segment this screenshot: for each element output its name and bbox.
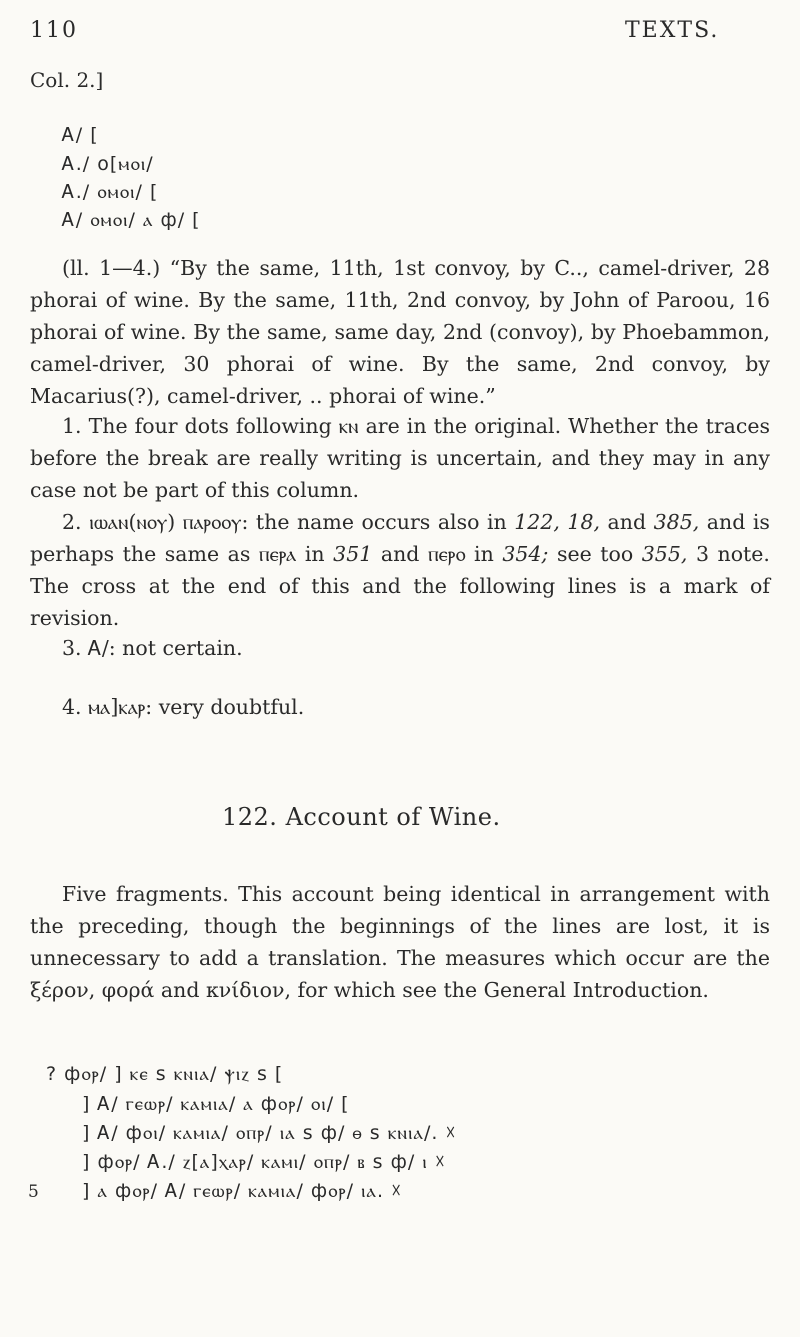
note-2-text: see too bbox=[556, 542, 634, 566]
note-2-text: and bbox=[607, 510, 647, 534]
column-label: Col. 2.] bbox=[30, 68, 104, 92]
section-title: 122. Account of Wine. bbox=[222, 803, 501, 831]
note-2-text: and ⲡⲉⲣⲟ in bbox=[380, 542, 494, 566]
note-4: 4. ⲙⲁ]ⲕⲁⲣ: very doubtful. bbox=[62, 695, 305, 719]
note-2-text: 3 note. The cross at the end of this and the following lines is a mark of revision. bbox=[30, 542, 770, 630]
note-2-ref: 354; bbox=[502, 542, 549, 566]
coptic-line: Ꭺ/ ⲟⲙⲟⲓ/ ⲁ ф/ [ bbox=[62, 209, 201, 231]
intro-paragraph: Five fragments. This account being identical in arrangement with the preceding, though the beginnings of the lines are lost, it is unnecessary to add a translation. The measures which occur are the ξέρον, φορά and κνίδιον, for which see the General Introduction. bbox=[30, 882, 770, 1002]
note-3: 3. Ꭺ/: not certain. bbox=[62, 636, 243, 660]
page-number: 110 bbox=[30, 18, 78, 43]
coptic-line: Ꭺ./ o[ⲙⲟⲓ/ bbox=[62, 153, 154, 175]
note-2-text: and is perhaps the same as ⲡⲉⲣⲁ in bbox=[30, 510, 770, 566]
note-2-ref: 355, bbox=[641, 542, 688, 566]
note-2-text: 2. ⲓⲱⲁⲛ(ⲛⲟⲩ) ⲡⲁⲣⲟⲟⲩ: the name occurs also in bbox=[62, 510, 507, 534]
line-number: 5 bbox=[28, 1182, 39, 1202]
coptic-line: Ꭺ/ [ bbox=[62, 124, 99, 146]
note-1: 1. The four dots following ⲕⲛ are in the original. Whether the traces before the break are really writing is uncertain, and they may in any case not be part of this column. bbox=[30, 414, 770, 502]
note-2-ref: 122, 18, bbox=[514, 510, 601, 534]
coptic-line: ] Ꭺ/ ⲅⲉⲱⲣ/ ⲕⲁⲙⲓⲁ/ ⲁ фⲟⲣ/ ⲟⲓ/ [ bbox=[82, 1093, 350, 1115]
note-2-ref: 351 bbox=[333, 542, 373, 566]
coptic-line: ] ⲁ фⲟⲣ/ Ꭺ/ ⲅⲉⲱⲣ/ ⲕⲁⲙⲓⲁ/ фⲟⲣ/ ⲓⲁ. ☓ bbox=[82, 1180, 403, 1202]
translation-paragraph: (ll. 1—4.) “By the same, 11th, 1st convoy, by C.., camel-driver, 28 phorai of wine. By the same, 11th, 2nd convoy, by John of Paroou, 16 phorai of wine. By the same, same day, 2nd (convoy), by Phoebammon, camel-driver, 30 phorai of wine. By the same, 2nd convoy, by Macarius(?), camel-driver, .. phorai of wine.” bbox=[30, 256, 770, 408]
note-2 bbox=[30, 506, 770, 634]
coptic-line: ] фⲟⲣ/ Ꭺ./ ⲍ[ⲁ]ⲭⲁⲣ/ ⲕⲁⲙⲓ/ ⲟⲡⲣ/ ⲃ ѕ ф/ ⲓ ☓ bbox=[82, 1151, 446, 1173]
coptic-line: Ꭺ./ ⲟⲙⲟⲓ/ [ bbox=[62, 181, 159, 203]
coptic-line: ? фⲟⲣ/ ] ⲕⲉ ѕ ⲕⲛⲓⲁ/ ⲯⲓⲍ ѕ [ bbox=[46, 1063, 284, 1085]
note-2-ref: 385, bbox=[653, 510, 700, 534]
coptic-line: ] Ꭺ/ фⲟⲓ/ ⲕⲁⲙⲓⲁ/ ⲟⲡⲣ/ ⲓⲁ ѕ ф/ ⲑ ѕ ⲕⲛⲓⲁ/. ☓ bbox=[82, 1122, 457, 1144]
running-title: TEXTS. bbox=[625, 18, 720, 43]
